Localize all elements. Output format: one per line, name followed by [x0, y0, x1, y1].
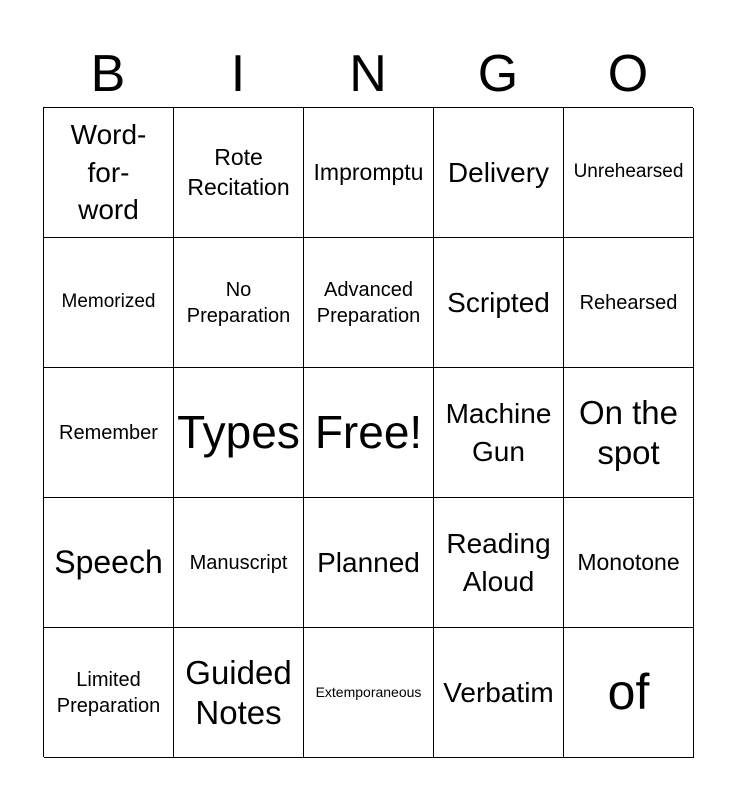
bingo-cell[interactable]	[44, 368, 174, 498]
cell-label: of	[607, 664, 650, 720]
bingo-cell[interactable]	[434, 628, 564, 758]
cell-label: Memorized	[61, 291, 156, 313]
bingo-cell[interactable]	[564, 368, 694, 498]
cell-label: Unrehearsed	[573, 161, 684, 183]
cell-label: Monotone	[577, 548, 680, 575]
bingo-cell[interactable]	[174, 498, 304, 628]
cell-label: Manuscript	[189, 551, 288, 574]
cell-label: Impromptu	[313, 158, 424, 185]
bingo-cell[interactable]	[304, 108, 434, 238]
cell-label: Rehearsed	[579, 291, 678, 314]
bingo-cell[interactable]	[564, 628, 694, 758]
bingo-cell[interactable]	[564, 498, 694, 628]
cell-label: Verbatim	[443, 676, 554, 708]
header-letter-i: I	[230, 45, 246, 103]
bingo-cell[interactable]	[174, 628, 304, 758]
cell-label: Remember	[59, 421, 158, 444]
cell-label: Delivery	[447, 156, 550, 188]
bingo-cell[interactable]	[304, 498, 434, 628]
bingo-header	[43, 40, 693, 108]
cell-label: Machine Gun	[445, 397, 552, 467]
cell-label: Types	[177, 406, 300, 459]
bingo-cell[interactable]	[174, 108, 304, 238]
bingo-cell[interactable]	[44, 498, 174, 628]
bingo-cell[interactable]	[434, 238, 564, 368]
bingo-cell[interactable]	[174, 238, 304, 368]
bingo-board	[43, 107, 693, 757]
cell-label: Guided Notes	[185, 653, 292, 731]
bingo-cell[interactable]	[44, 108, 174, 238]
cell-label: On the spot	[578, 393, 679, 471]
cell-label: No Preparation	[186, 278, 291, 327]
cell-label: Reading Aloud	[446, 527, 551, 597]
cell-label: Rote Recitation	[187, 143, 290, 200]
header-letter-n: N	[349, 45, 387, 103]
bingo-cell[interactable]	[44, 238, 174, 368]
cell-label: Limited Preparation	[56, 668, 161, 717]
free-space-label: Free!	[314, 406, 423, 459]
header-letter-o: O	[607, 45, 649, 103]
cell-label: Planned	[317, 546, 420, 578]
bingo-cell[interactable]	[564, 108, 694, 238]
bingo-cell[interactable]	[304, 628, 434, 758]
cell-label: Speech	[54, 543, 163, 580]
header-letter-g: G	[477, 45, 519, 103]
cell-label: Scripted	[447, 286, 550, 318]
cell-label: Advanced Preparation	[316, 278, 421, 327]
bingo-cell[interactable]	[434, 108, 564, 238]
bingo-cell[interactable]	[434, 498, 564, 628]
bingo-cell[interactable]	[304, 238, 434, 368]
bingo-cell[interactable]	[564, 238, 694, 368]
cell-label: Extemporaneous	[315, 684, 422, 701]
header-letter-b: B	[90, 45, 126, 103]
bingo-cell[interactable]	[174, 368, 304, 498]
free-space-cell[interactable]	[304, 368, 434, 498]
bingo-cell[interactable]	[44, 628, 174, 758]
bingo-cell[interactable]	[434, 368, 564, 498]
cell-label: Word-for-word	[70, 118, 147, 226]
